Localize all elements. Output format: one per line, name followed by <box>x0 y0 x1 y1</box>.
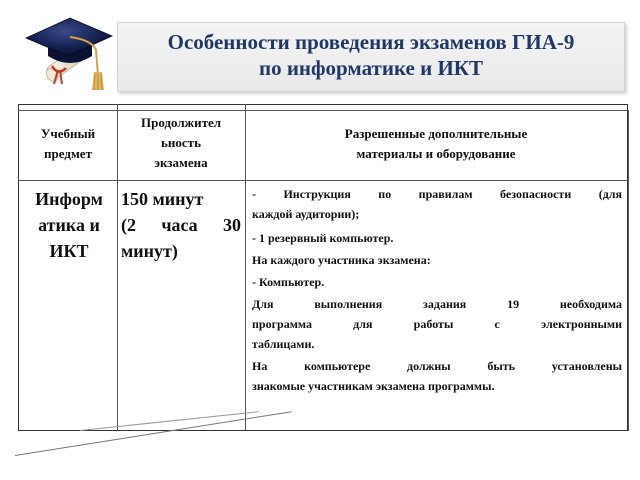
materials-item-6-line2: знакомые участникам экзамена программы. <box>252 379 495 393</box>
header-materials-line2: материалы и оборудование <box>356 146 516 161</box>
duration-cell <box>121 186 241 264</box>
header-duration-line3: экзамена <box>154 155 208 170</box>
table-col-divider-3 <box>628 110 629 431</box>
materials-cell <box>252 184 622 396</box>
subject-line1: Информ <box>35 189 103 209</box>
page-subtitle: по информатике и ИКТ <box>258 56 484 80</box>
header-materials <box>250 124 622 164</box>
materials-item-3: На каждого участника экзамена: <box>252 253 431 267</box>
title-banner <box>117 22 625 92</box>
duration-line2-part2: часа <box>161 215 198 235</box>
subject-line3: ИКТ <box>49 241 89 261</box>
table-col-divider-1 <box>117 104 118 431</box>
materials-item-5-line2: программа для работы с электронными <box>252 317 622 331</box>
table-rule-top <box>18 110 628 111</box>
header-duration <box>119 113 243 173</box>
header-subject <box>22 124 114 164</box>
duration-line1: 150 минут <box>121 189 204 209</box>
materials-item-5-line1: Для выполнения задания 19 необходима <box>252 297 622 311</box>
duration-line2-part3: 30 <box>223 215 241 235</box>
header-materials-line1: Разрешенные дополнительные <box>344 126 528 141</box>
header-duration-line2: ьность <box>161 135 201 150</box>
materials-item-4: - Компьютер. <box>252 275 325 289</box>
graduation-cap-icon <box>22 10 114 94</box>
page-title: Особенности проведения экзаменов ГИА-9 <box>167 30 575 54</box>
header-subject-line2: предмет <box>44 146 92 161</box>
table-col-divider-2 <box>245 104 246 431</box>
duration-line2 <box>121 212 241 238</box>
subject-cell <box>22 186 116 264</box>
materials-item-6-line1: На компьютере должны быть установлены <box>252 359 622 373</box>
table-rule-header <box>18 180 628 181</box>
materials-item-1-line1: - Инструкция по правилам безопасности (для <box>252 187 622 201</box>
materials-item-2: - 1 резервный компьютер. <box>252 231 394 245</box>
materials-item-1-line2: каждой аудитории); <box>252 207 360 221</box>
duration-line2-part1: (2 <box>121 215 136 235</box>
subject-line2: атика и <box>38 215 100 235</box>
duration-line3: минут) <box>121 241 178 261</box>
materials-item-5-line3: таблицами. <box>252 337 315 351</box>
header-subject-line1: Учебный <box>40 126 96 141</box>
header-duration-line1: Продолжител <box>140 115 222 130</box>
